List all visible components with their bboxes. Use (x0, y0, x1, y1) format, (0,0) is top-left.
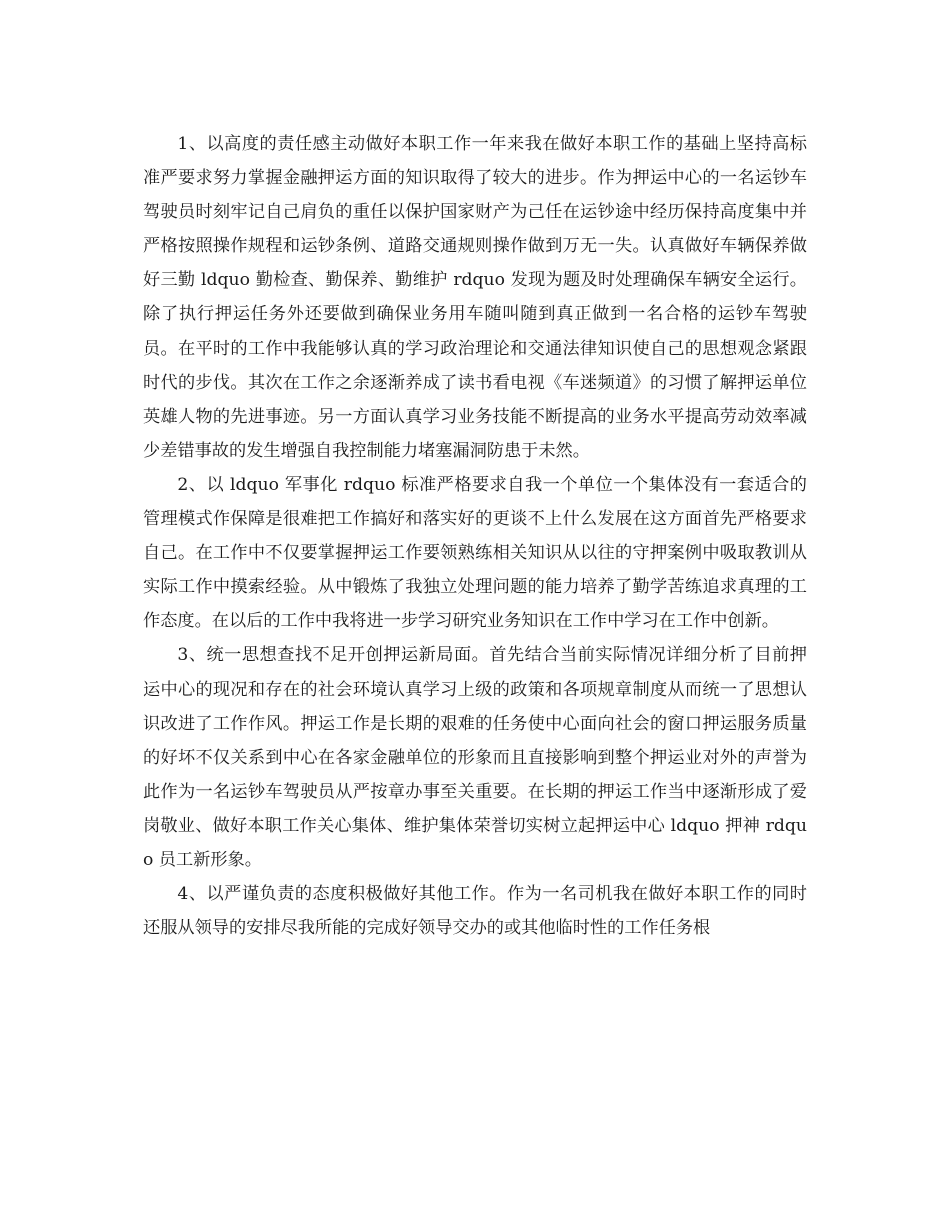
document-body (143, 127, 807, 945)
paragraph-4: 4、以严谨负责的态度积极做好其他工作。作为一名司机我在做好本职工作的同时还服从领导的安排尽我所能的完成好领导交办的或其他临时性的工作任务根 (143, 884, 807, 939)
paragraph-1: 1、以高度的责任感主动做好本职工作一年来我在做好本职工作的基础上坚持高标准严要求努力掌握金融押运方面的知识取得了较大的进步。作为押运中心的一名运钞车驾驶员时刻牢记自己肩负的重任以保护国家财产为己任在运钞途中经历保持高度集中并严格按照操作规程和运钞条例、道路交通规则操作做到万无一失。认真做好车辆保养做好三勤 ldquo 勤检查、勤保养、勤维护 rdquo 发现为题及时处理确保车辆安全运行。除了执行押运任务外还要做到确保业务用车随叫随到真正做到一名合格的运钞车驾驶员。在平时的工作中我能够认真的学习政治理论和交通法律知识使自己的思想观念紧跟时代的步伐。其次在工作之余逐渐养成了读书看电视《车迷频道》的习惯了解押运单位英雄人物的先进事迹。另一方面认真学习业务技能不断提高的业务水平提高劳动效率减少差错事故的发生增强自我控制能力堵塞漏洞防患于未然。 (143, 134, 807, 461)
paragraph-2: 2、以 ldquo 军事化 rdquo 标准严格要求自我一个单位一个集体没有一套适合的管理模式作保障是很难把工作搞好和落实好的更谈不上什么发展在这方面首先严格要求自己。在工作中不仅要掌握押运工作要领熟练相关知识从以往的守押案例中吸取教训从实际工作中摸索经验。从中锻炼了我独立处理问题的能力培养了勤学苦练追求真理的工作态度。在以后的工作中我将进一步学习研究业务知识在工作中学习在工作中创新。 (143, 474, 807, 632)
paragraph-3: 3、统一思想查找不足开创押运新局面。首先结合当前实际情况详细分析了目前押运中心的现况和存在的社会环境认真学习上级的政策和各项规章制度从而统一了思想认识改进了工作作风。押运工作是长期的艰难的任务使中心面向社会的窗口押运服务质量的好坏不仅关系到中心在各家金融单位的形象而且直接影响到整个押运业对外的声誉为此作为一名运钞车驾驶员从严按章办事至关重要。在长期的押运工作当中逐渐形成了爱岗敬业、做好本职工作关心集体、维护集体荣誉切实树立起押运中心 ldquo 押神 rdquo 员工新形象。 (143, 645, 807, 870)
